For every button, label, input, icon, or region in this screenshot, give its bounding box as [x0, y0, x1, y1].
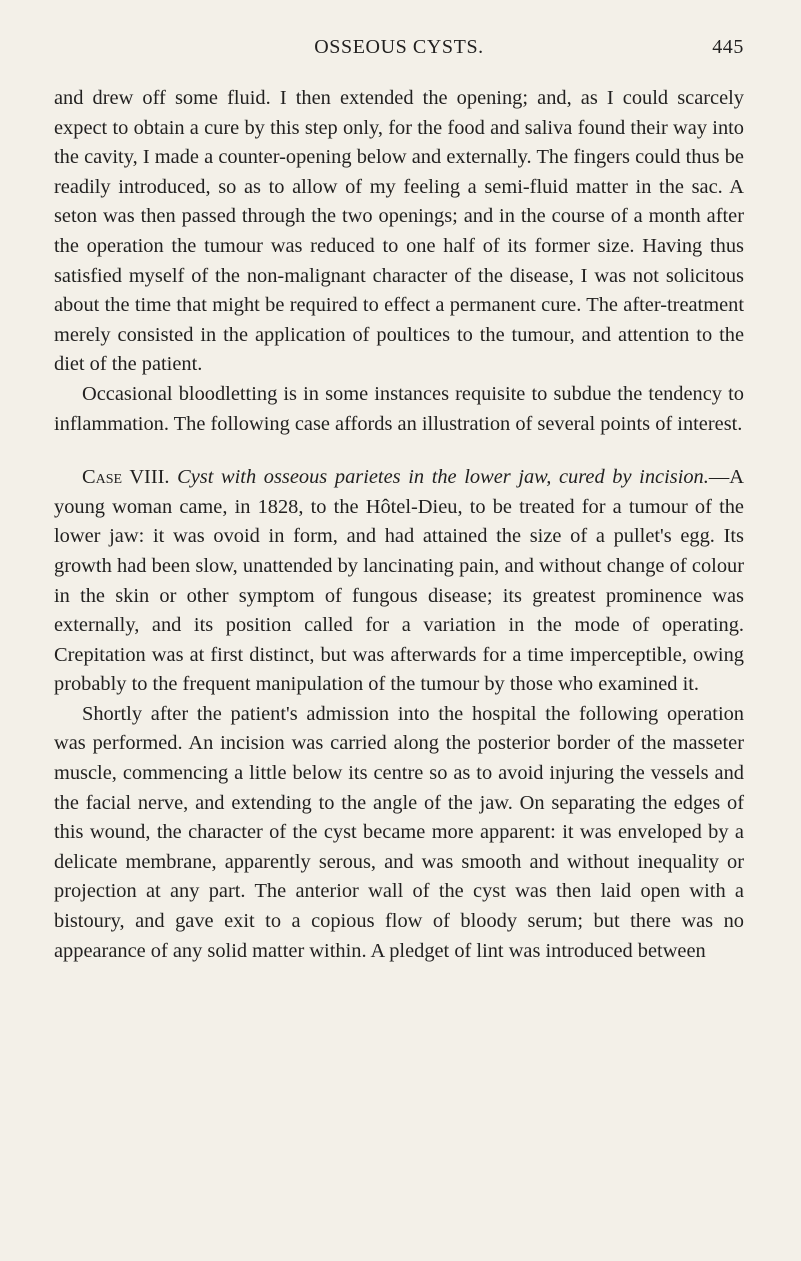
running-title: OSSEOUS CYSTS. — [314, 36, 484, 58]
case-text: —A young woman came, in 1828, to the Hôtel-Dieu, to be treated for a tumour of the lower jaw: it was ovoid in form, and had attained the size of a pullet's egg. Its growth had been slow, unattended by lancinating pain, and without change of colour in the skin or other symptom of fungous disease; its greatest prominence was externally, and its position called for a variation in the mode of operating. Crepitation was at first distinct, but was afterwards for a time imperceptible, owing probably to the frequent manipulation of the tumour by those who examined it. — [54, 466, 744, 696]
running-head — [54, 36, 744, 64]
paragraph-2: Occasional bloodletting is in some instances requisite to subdue the tendency to inflammation. The following case affords an illustration of several points of interest. — [54, 382, 744, 435]
paragraph-1: and drew off some fluid. I then extended the opening; and, as I could scarcely expect to obtain a cure by this step only, for the food and saliva found their way into the cavity, I made a counter-opening below and externally. The fingers could thus be readily introduced, so as to allow of my feeling a semi-fluid matter in the sac. A seton was then passed through the two openings; and in the course of a month after the operation the tumour was reduced to one half of its former size. Having thus satisfied myself of the non-malignant character of the disease, I was not solicitous about the time that might be required to effect a permanent cure. The after-treatment merely consisted in the application of poultices to the tumour, and attention to the diet of the patient. — [54, 87, 744, 376]
body-text — [54, 84, 744, 966]
paragraph-4: Shortly after the patient's admission into the hospital the following operation was performed. An incision was carried along the posterior border of the masseter muscle, commencing a little below its centre so as to avoid injuring the vessels and the facial nerve, and extending to the angle of the jaw. On separating the edges of this wound, the character of the cyst became more apparent: it was enveloped by a delicate membrane, apparently serous, and was smooth and without inequality or projection at any part. The anterior wall of the cyst was then laid open with a bistoury, and gave exit to a copious flow of bloody serum; but there was no appearance of any solid matter within. A pledget of lint was introduced between — [54, 702, 744, 962]
case-title: Cyst with osseous parietes in the lower jaw, cured by incision. — [177, 466, 709, 489]
page-number: 445 — [712, 36, 744, 58]
case-paragraph — [54, 463, 744, 700]
case-label: Case VIII. — [82, 466, 170, 489]
